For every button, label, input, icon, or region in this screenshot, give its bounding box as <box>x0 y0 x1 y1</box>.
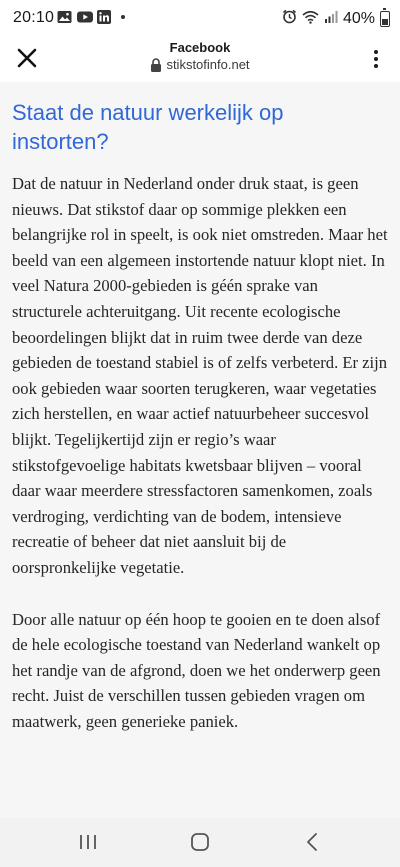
article-paragraph: Dat de natuur in Nederland onder druk staat, is geen nieuws. Dat stikstof daar op sommige plekken een belangrijke rol in speelt, is ook niet omstreden. Maar het beeld van een algemeen instortende natuur klopt niet. In veel Natura 2000-gebieden is géén sprake van structurele achteruitgang. Uit recente ecologische beoordelingen blijkt dat in ruim twee derde van deze gebieden de toestand stabiel is of zelfs verbeterd. Er zijn ook gebieden waar soorten terugkeren, waar vegetaties zich herstellen, en waar actief natuurbeheer succesvol blijkt. Tegelijkertijd zijn er regio’s waar stikstofgevoelige habitats kwetsbaar blijven – vooral daar waar meerdere stressfactoren samenkomen, zoals verdroging, verdichting van de bodem, intensieve recreatie of beheer dat niet aansluit bij de oorspronkelijke vegetatie. <box>12 174 388 577</box>
linkedin-icon <box>97 10 112 24</box>
back-button[interactable] <box>298 830 326 854</box>
status-time: 20:10 <box>13 9 55 26</box>
page-info[interactable] <box>0 40 400 77</box>
wifi-icon <box>302 10 319 28</box>
lock-icon <box>150 58 162 72</box>
status-right <box>282 9 390 28</box>
url-text: stikstofinfo.net <box>166 57 250 72</box>
gallery-icon <box>57 10 72 24</box>
home-button[interactable] <box>186 830 214 854</box>
signal-icon <box>324 10 338 28</box>
status-bar <box>0 0 400 36</box>
battery-level <box>382 19 388 25</box>
page-title: Facebook <box>169 40 231 55</box>
home-icon <box>190 832 210 852</box>
more-vertical-icon <box>374 50 378 54</box>
recents-icon <box>78 833 98 851</box>
navigation-bar <box>0 818 400 867</box>
more-options-button[interactable] <box>366 46 386 72</box>
article-paragraph: Door alle natuur op één hoop te gooien en te doen alsof de hele ecologische toestand van Nederland wankelt op het randje van de afgrond, doen we het onderwerp geen recht. Juist de verschillen tussen gebieden vragen om maatwerk, geen generieke paniek. <box>12 609 381 731</box>
web-content[interactable] <box>0 82 400 818</box>
battery-percentage: 40% <box>342 9 375 27</box>
recents-button[interactable] <box>74 830 102 854</box>
article-title: Staat de natuur werkelijk op instorten? <box>12 100 284 154</box>
battery-icon <box>380 11 390 27</box>
url-display <box>150 56 249 74</box>
browser-header <box>0 36 400 83</box>
notification-icons <box>57 10 125 24</box>
youtube-icon <box>77 10 92 24</box>
alarm-icon <box>282 9 297 28</box>
back-icon <box>305 832 319 852</box>
more-notifications-dot <box>121 15 125 19</box>
article-body <box>12 171 390 760</box>
